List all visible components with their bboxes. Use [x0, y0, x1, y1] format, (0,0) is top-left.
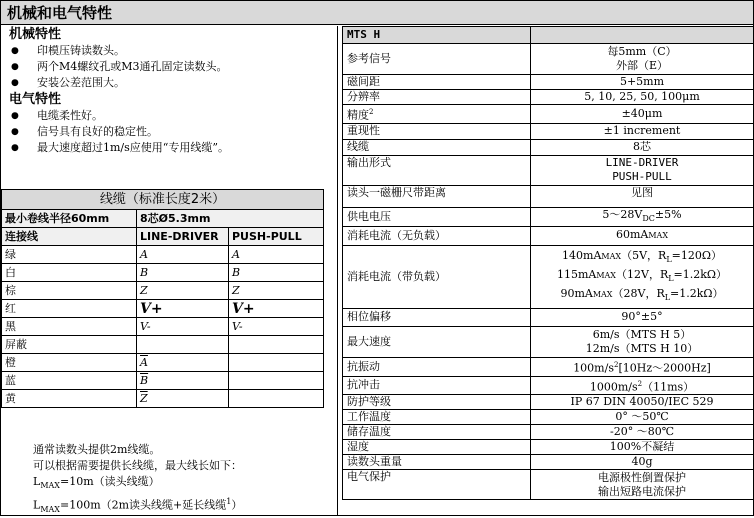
label-text: 精度 [347, 108, 369, 122]
overline-signal: $\overline{Z}$ [140, 391, 148, 405]
wire-color: 黑 [2, 318, 137, 336]
table-row [343, 105, 754, 124]
cable-table [1, 189, 324, 408]
spec-label: 电气保护 [343, 470, 531, 500]
table-row [343, 27, 754, 44]
spec-value: 5, 10, 25, 50, 100μm [531, 90, 754, 105]
value-sup: 2 [613, 360, 619, 369]
mechanical-list [1, 43, 337, 91]
wire-pp-signal: V- [229, 318, 324, 336]
overline-signal: $\overline{A}$ [140, 355, 148, 369]
right-column [342, 26, 753, 500]
table-row [343, 410, 754, 425]
table-row [343, 245, 754, 308]
table-row [2, 336, 324, 354]
value-line: 输出短路电流保护 [598, 484, 686, 498]
wire-ld-signal [137, 336, 229, 354]
spec-value [531, 470, 754, 500]
spec-label: 输出形式 [343, 155, 531, 185]
value-sub: L [666, 255, 672, 265]
note-text: L [33, 475, 41, 488]
cable-title: 线缆（标准长度2米） [2, 190, 324, 210]
wire-color: 绿 [2, 246, 137, 264]
wire-color: 屏蔽 [2, 336, 137, 354]
wire-ld-signal: V- [137, 318, 229, 336]
bend-radius-label: 最小卷线半径60mm [2, 210, 137, 228]
spec-header-blank [531, 27, 754, 44]
spec-label: 线缆 [343, 139, 531, 155]
wire-ld-signal [137, 354, 229, 372]
spec-value: -20° ～80℃ [531, 425, 754, 440]
value-sup: 2 [637, 379, 643, 388]
note-sub: MAX [40, 481, 60, 491]
table-row [2, 390, 324, 408]
wire-pp-signal: V+ [229, 300, 324, 318]
value-sub: MAX [648, 231, 669, 241]
spec-value: 0° ～50℃ [531, 410, 754, 425]
table-row [343, 75, 754, 90]
spec-value: ±1 increment [531, 123, 754, 139]
spec-value [531, 44, 754, 75]
table-row [343, 185, 754, 207]
table-row [2, 300, 324, 318]
wire-color: 白 [2, 264, 137, 282]
spec-label [343, 105, 531, 124]
spec-value [531, 155, 754, 185]
cable-notes [33, 442, 242, 518]
value-line: LINE-DRIVER [605, 156, 679, 170]
electrical-list [1, 108, 337, 156]
table-row [343, 155, 754, 185]
value-text: 140mA [562, 249, 602, 263]
spec-value [531, 226, 754, 245]
value-sub: MAX [601, 252, 622, 262]
col-line-driver: LINE-DRIVER [137, 228, 229, 246]
spec-value [531, 245, 754, 308]
table-row [343, 90, 754, 105]
value-line [535, 248, 749, 267]
table-row [2, 264, 324, 282]
table-row [2, 282, 324, 300]
electrical-heading: 电气特性 [9, 92, 62, 107]
table-row [343, 139, 754, 155]
wire-pp-signal [229, 336, 324, 354]
left-column [1, 26, 338, 515]
spec-label: 参考信号 [343, 44, 531, 75]
wire-color: 棕 [2, 282, 137, 300]
value-sub: MAX [592, 290, 613, 300]
spec-value: 见图 [531, 185, 754, 207]
spec-table [342, 26, 754, 500]
table-row [2, 246, 324, 264]
spec-label: 相位偏移 [343, 308, 531, 326]
wire-color: 黄 [2, 390, 137, 408]
spec-value [531, 357, 754, 376]
value-text: 90mA [560, 287, 593, 301]
table-row [343, 123, 754, 139]
spec-label: 供电电压 [343, 207, 531, 226]
value-line: PUSH-PULL [612, 170, 672, 184]
page-title: 机械和电气特性 [1, 1, 753, 25]
value-text: [10Hz～2000Hz] [618, 361, 711, 375]
table-row [343, 425, 754, 440]
spec-value: 5+5mm [531, 75, 754, 90]
value-text: 1000m/s [589, 380, 638, 394]
spec-label: 工作温度 [343, 410, 531, 425]
wire-pp-signal: B [229, 264, 324, 282]
value-text: 60mA [615, 228, 649, 242]
value-text: （11ms） [642, 380, 695, 394]
spec-value: 8芯 [531, 139, 754, 155]
table-row [343, 470, 754, 500]
value-text: 100m/s [573, 361, 614, 375]
wire-pp-signal [229, 390, 324, 408]
list-item: ● 最大速度超过1m/s应使用“专用线缆”。 [1, 140, 337, 156]
value-line: 电源极性倒置保护 [598, 470, 686, 484]
spec-value: 100%不凝结 [531, 440, 754, 455]
value-sub: L [668, 274, 674, 284]
value-sub: MAX [596, 271, 616, 281]
table-row [2, 372, 324, 390]
overline-signal: $\overline{B}$ [140, 373, 149, 387]
table-row [343, 207, 754, 226]
table-row [343, 376, 754, 395]
value-text: ±5% [654, 207, 682, 221]
table-row [343, 308, 754, 326]
spec-label: 读数头重量 [343, 455, 531, 470]
value-text: （12V，R [616, 268, 669, 282]
table-row [2, 354, 324, 372]
mechanical-heading: 机械特性 [9, 27, 62, 42]
col-connection: 连接线 [2, 228, 137, 246]
spec-label: 磁间距 [343, 75, 531, 90]
spec-label: 防护等级 [343, 395, 531, 410]
note-line [33, 474, 242, 494]
value-line: 外部（E） [615, 59, 669, 72]
table-row [2, 318, 324, 336]
spec-label: 分辨率 [343, 90, 531, 105]
spec-label: 储存温度 [343, 425, 531, 440]
wire-ld-signal [137, 372, 229, 390]
wire-ld-signal: Z [137, 282, 229, 300]
spec-label: 抗振动 [343, 357, 531, 376]
spec-label: 读头一磁栅尺带距离 [343, 185, 531, 207]
table-row [343, 326, 754, 357]
list-item: ● 两个M4螺纹孔或M3通孔固定读数头。 [1, 59, 337, 75]
spec-label: 消耗电流（无负载） [343, 226, 531, 245]
spec-value: ±40μm [531, 105, 754, 124]
wire-ld-signal [137, 390, 229, 408]
spec-label: 最大速度 [343, 326, 531, 357]
wire-color: 红 [2, 300, 137, 318]
value-line: 6m/s（MTS H 5） [592, 327, 692, 341]
note-text: ） [231, 498, 243, 512]
wire-ld-signal: A [137, 246, 229, 264]
list-item: ● 安装公差范围大。 [1, 75, 337, 91]
table-row [343, 226, 754, 245]
spec-value: 40g [531, 455, 754, 470]
note-text: L [33, 498, 41, 512]
wire-pp-signal: A [229, 246, 324, 264]
col-push-pull: PUSH-PULL [229, 228, 324, 246]
spec-value: IP 67 DIN 40050/IEC 529 [531, 395, 754, 410]
value-sub: DC [642, 213, 655, 223]
value-text: =120Ω） [671, 249, 722, 263]
value-line: 12m/s（MTS H 10） [585, 341, 699, 355]
spec-value [531, 326, 754, 357]
value-text: 115mA [556, 268, 597, 282]
value-text: 5～28V [602, 207, 643, 221]
value-text: =1.2kΩ） [673, 268, 728, 282]
wire-ld-signal: B [137, 264, 229, 282]
spec-value [531, 376, 754, 395]
note-text: =100m（2m读头线缆+延长线缆 [59, 498, 227, 512]
value-line [535, 267, 749, 286]
wire-color: 蓝 [2, 372, 137, 390]
value-sub: L [664, 293, 671, 303]
list-item: ● 印模压铸读数头。 [1, 43, 337, 59]
value-text: =1.2kΩ） [670, 287, 724, 301]
list-item: ● 电缆柔性好。 [1, 108, 337, 124]
spec-label: 消耗电流（带负载） [343, 245, 531, 308]
wire-pp-signal [229, 372, 324, 390]
value-text: （28V，R [612, 287, 665, 301]
spec-model: MTS H [343, 27, 531, 44]
wire-ld-signal: V+ [137, 300, 229, 318]
wire-pp-signal: Z [229, 282, 324, 300]
spec-label: 湿度 [343, 440, 531, 455]
spec-label: 重现性 [343, 123, 531, 139]
footnote-mark: 2 [369, 108, 374, 116]
value-line [535, 286, 749, 305]
table-row [343, 44, 754, 75]
list-item: ● 信号具有良好的稳定性。 [1, 124, 337, 140]
cable-spec-value: 8芯Ø5.3mm [137, 210, 324, 228]
note-sup: 1 [226, 497, 232, 507]
spec-value [531, 207, 754, 226]
value-line: 每5mm（C） [607, 45, 677, 58]
table-row [343, 357, 754, 376]
note-line: 通常读数头提供2m线缆。 [33, 443, 161, 456]
wire-pp-signal [229, 354, 324, 372]
table-row [343, 440, 754, 455]
table-row [343, 395, 754, 410]
wire-color: 橙 [2, 354, 137, 372]
spec-label: 抗冲击 [343, 376, 531, 395]
note-line [33, 494, 242, 518]
note-text: =10m（读头线缆） [59, 475, 160, 488]
spec-value: 90°±5° [531, 308, 754, 326]
note-sub: MAX [40, 505, 60, 515]
note-line: 可以根据需要提供长线缆，最大线长如下： [33, 459, 242, 472]
table-row [343, 455, 754, 470]
value-text: （5V，R [621, 249, 667, 263]
